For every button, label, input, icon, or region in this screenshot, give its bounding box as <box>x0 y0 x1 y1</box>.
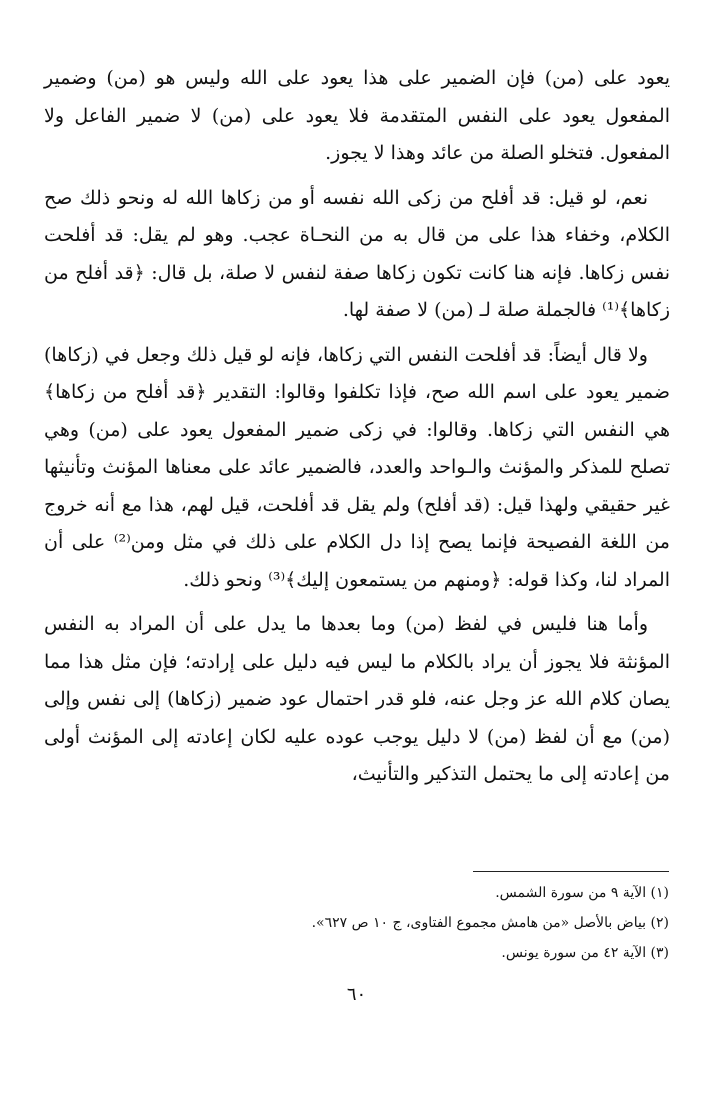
footnote-2: (٢) بياض بالأصل «من هامش مجموع الفتاوى، ج ١٠ ص ٦٢٧». <box>311 915 669 931</box>
footnote-1: (١) الآية ٩ من سورة الشمس. <box>495 885 669 901</box>
main-text <box>44 60 670 794</box>
footnote-3: (٣) الآية ٤٢ من سورة يونس. <box>501 945 669 961</box>
paragraph-2: نعم، لو قيل: قد أفلح من زكى الله نفسه أو من زكاها الله له ونحو ذلك صح الكلام، وخفاء هذا على من قال به من النحـاة عجب. وهو لم يقل: قد أفلحت نفس زكاها. فإنه هنا كانت تكون زكاها صفة لنفس لا صلة، بل قال: ﴿قد أفلح من زكاها﴾⁽¹⁾ فالجملة صلة لـ (من) لا صفة لها. <box>44 186 670 321</box>
paragraph-4: وأما هنا فليس في لفظ (من) وما بعدها ما يدل على أن المراد به النفس المؤنثة فلا يجوز أن يراد بالكلام ما ليس فيه دليل على إرادته؛ فإن مثل هذا مما يصان كلام الله عز وجل عنه، فلو قدر احتمال عود ضمير (زكاها) إلى نفس وإلى (من) مع أن لفظ (من) لا دليل يوجب عوده عليه لكان إعادته إلى المؤنث أولى من إعادته إلى ما يحتمل التذكير والتأنيث، <box>44 613 670 785</box>
footnotes <box>43 878 669 968</box>
footnote-divider <box>473 871 669 872</box>
paragraph-1: يعود على (من) فإن الضمير على هذا يعود على الله وليس هو (من) وضمير المفعول يعود على النفس المتقدمة فلا يعود على (من) لا ضمير الفاعل ولا المفعول. فتخلو الصلة من عائد وهذا لا يجوز. <box>44 67 670 164</box>
page-number: ٦٠ <box>346 984 367 1005</box>
paragraph-3: ولا قال أيضاً: قد أفلحت النفس التي زكاها، فإنه لو قيل ذلك وجعل في (زكاها) ضمير يعود على اسم الله صح، فإذا تكلفوا وقالوا: التقدير ﴿قد أفلح من زكاها﴾ هي النفس التي زكاها. وقالوا: في زكى ضمير المفعول يعود على (من) وهي تصلح للمذكر والمؤنث والـواحد والعدد، فالضمير عائد على معناها المؤنث وتأنيثها غير حقيقي ولهذا قيل: (قد أفلح) ولم يقل قد أفلحت، قيل لهم، هذا مع أنه خروج من اللغة الفصيحة فإنما يصح إذا دل الكلام على ذلك في مثل ومن⁽²⁾ على أن المراد لنا، وكذا قوله: ﴿ومنهم من يستمعون إليك﴾⁽³⁾ ونحو ذلك. <box>44 343 670 591</box>
